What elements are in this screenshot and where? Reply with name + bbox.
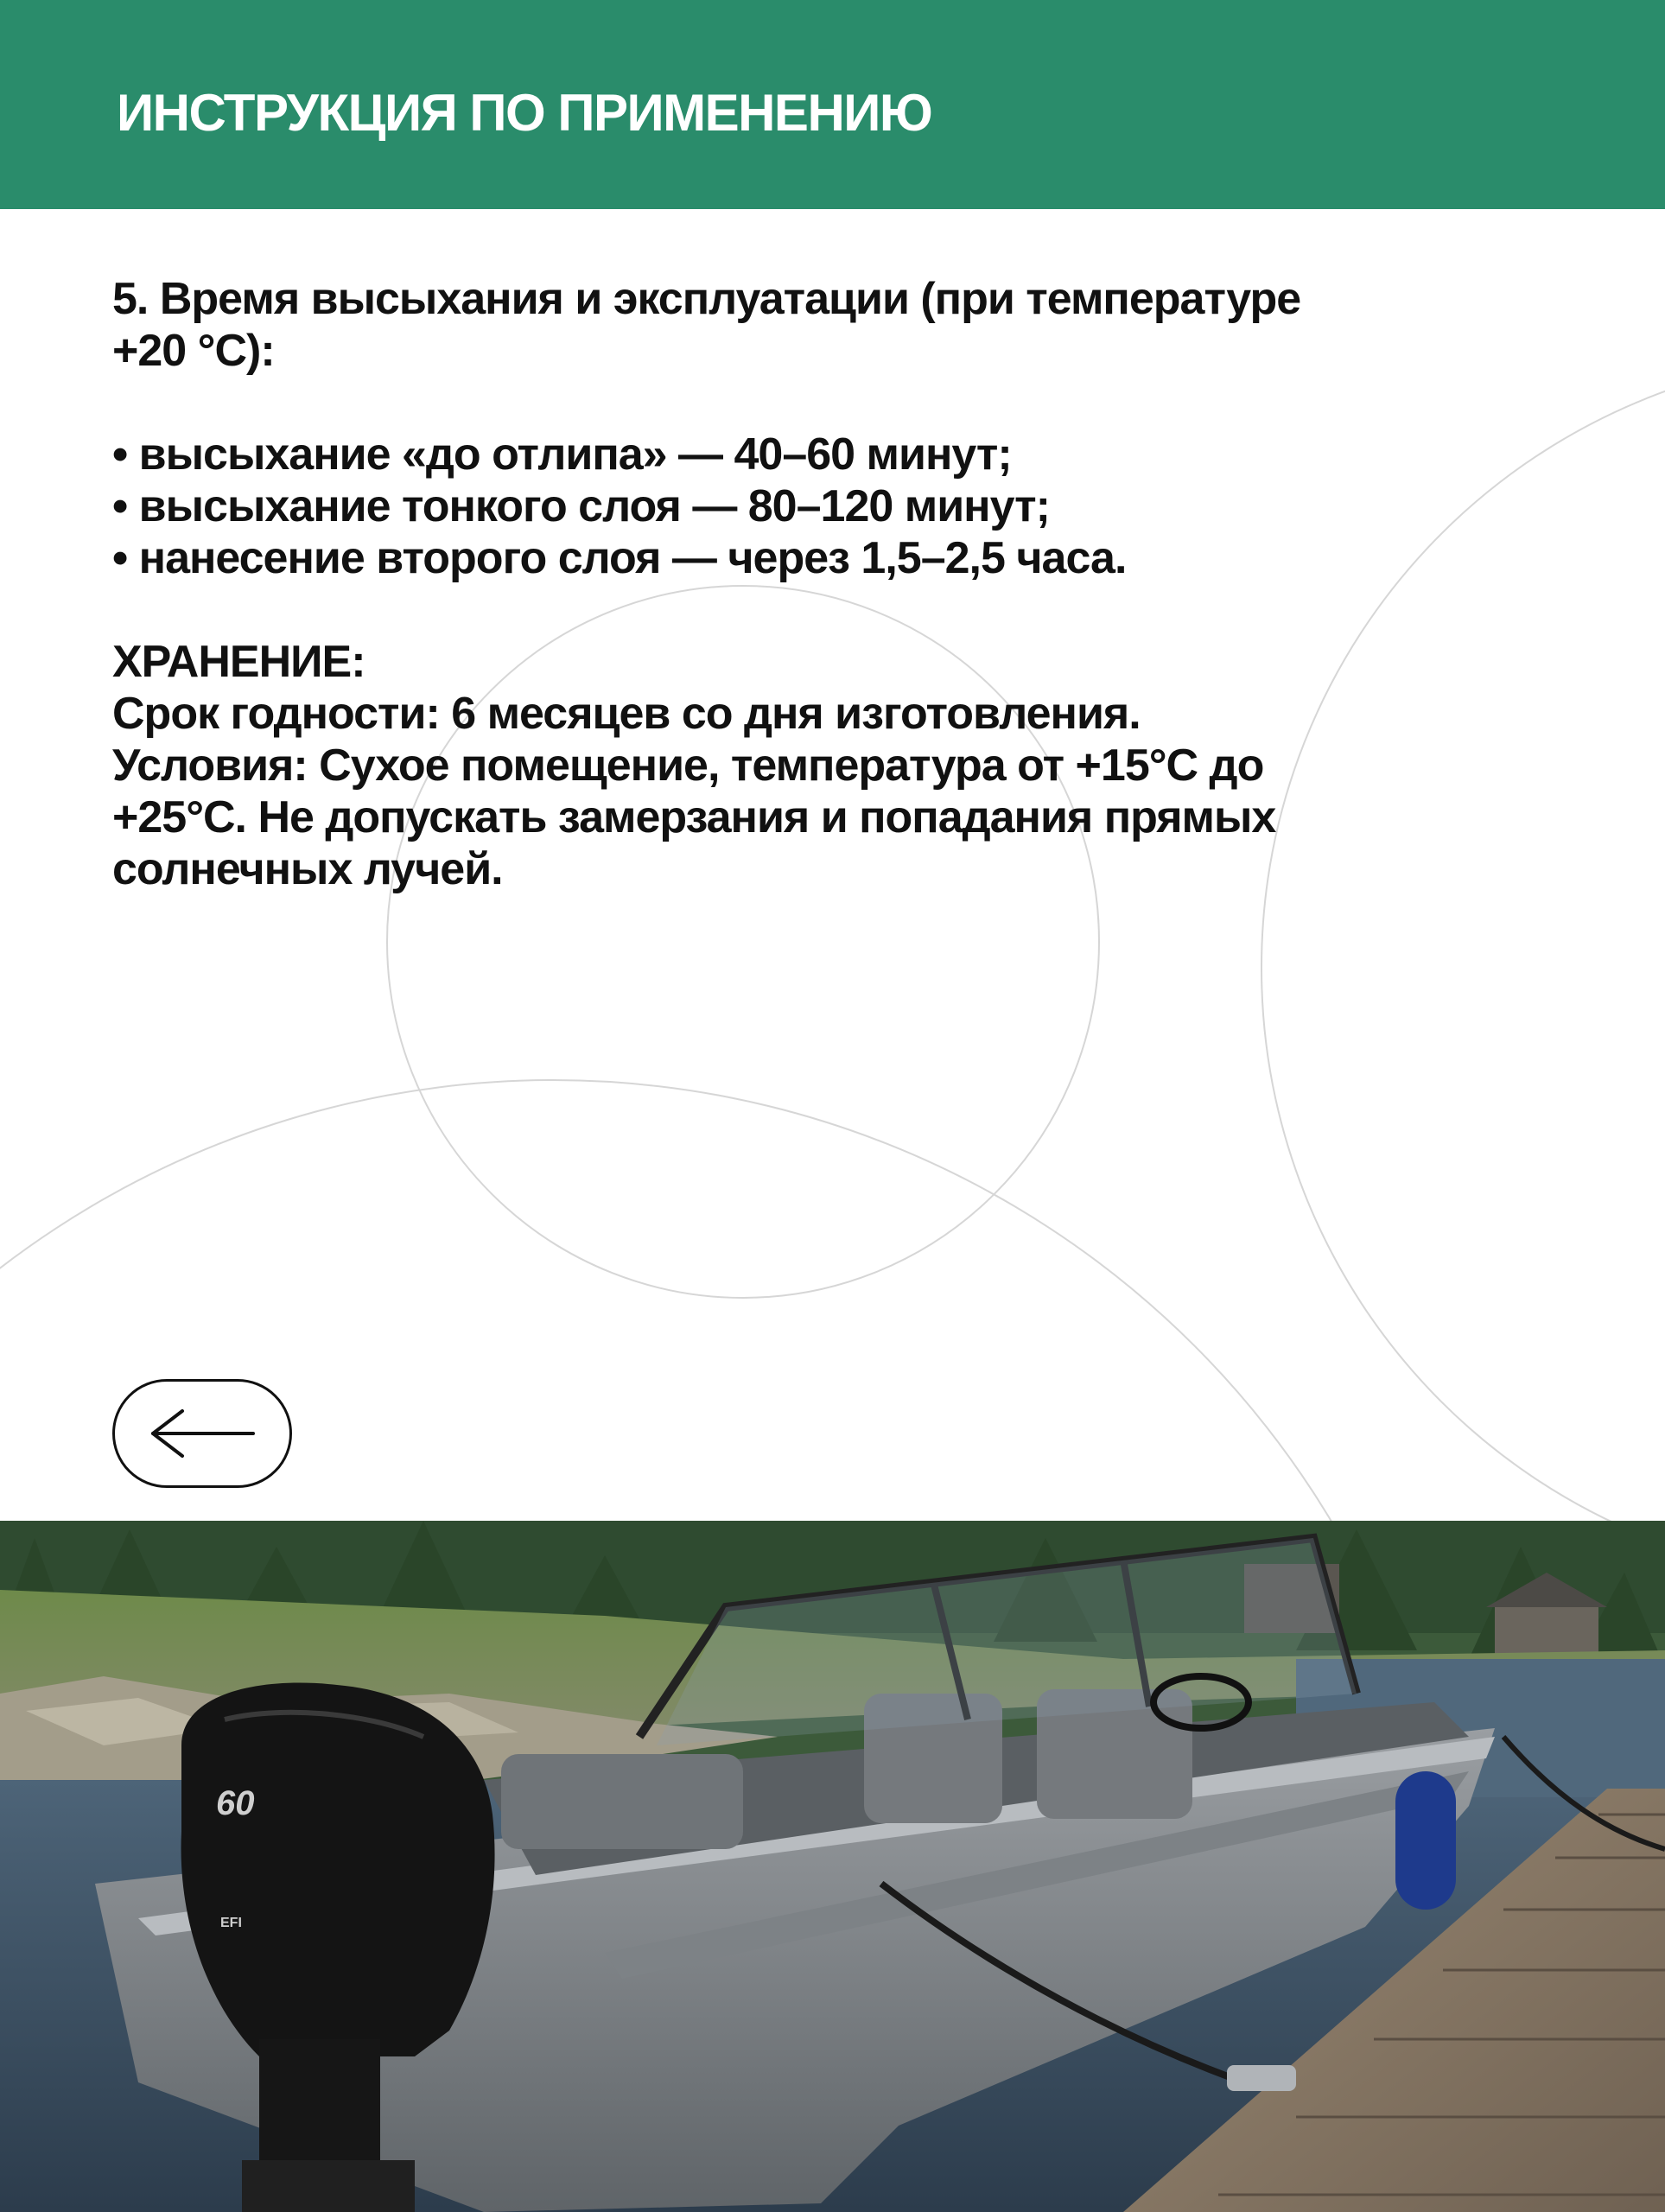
conditions-text: +25°С. Не допускать замерзания и попадания прямых xyxy=(112,792,1276,842)
list-item: • высыхание тонкого слоя — 80–120 минут; xyxy=(112,480,1581,532)
motor-badge: EFI xyxy=(220,1916,242,1930)
shelf-life-text: Срок годности: 6 месяцев со дня изготовления. xyxy=(112,689,1141,739)
conditions-text: Условия: Сухое помещение, температура от +15°С до xyxy=(112,741,1264,791)
drying-heading xyxy=(112,273,1581,377)
list-item: • высыхание «до отлипа» — 40–60 минут; xyxy=(112,429,1581,480)
storage-heading: ХРАНЕНИЕ: xyxy=(112,637,365,687)
drying-heading-line: +20 °С): xyxy=(112,326,275,376)
motor-label: 60 xyxy=(216,1784,255,1822)
back-button[interactable] xyxy=(112,1379,292,1488)
page-title: ИНСТРУКЦИЯ ПО ПРИМЕНЕНИЮ xyxy=(117,84,932,142)
main-content xyxy=(112,273,1581,895)
outboard-motor xyxy=(181,1683,495,2056)
drying-heading-line: 5. Время высыхания и эксплуатации (при температуре xyxy=(112,274,1301,324)
drying-list xyxy=(112,429,1581,584)
list-item: • нанесение второго слоя — через 1,5–2,5 часа. xyxy=(112,532,1581,584)
conditions-text: солнечных лучей. xyxy=(112,844,503,894)
boat-photo xyxy=(0,1521,1665,2212)
storage-section xyxy=(112,636,1581,895)
arrow-left-icon xyxy=(146,1408,258,1459)
